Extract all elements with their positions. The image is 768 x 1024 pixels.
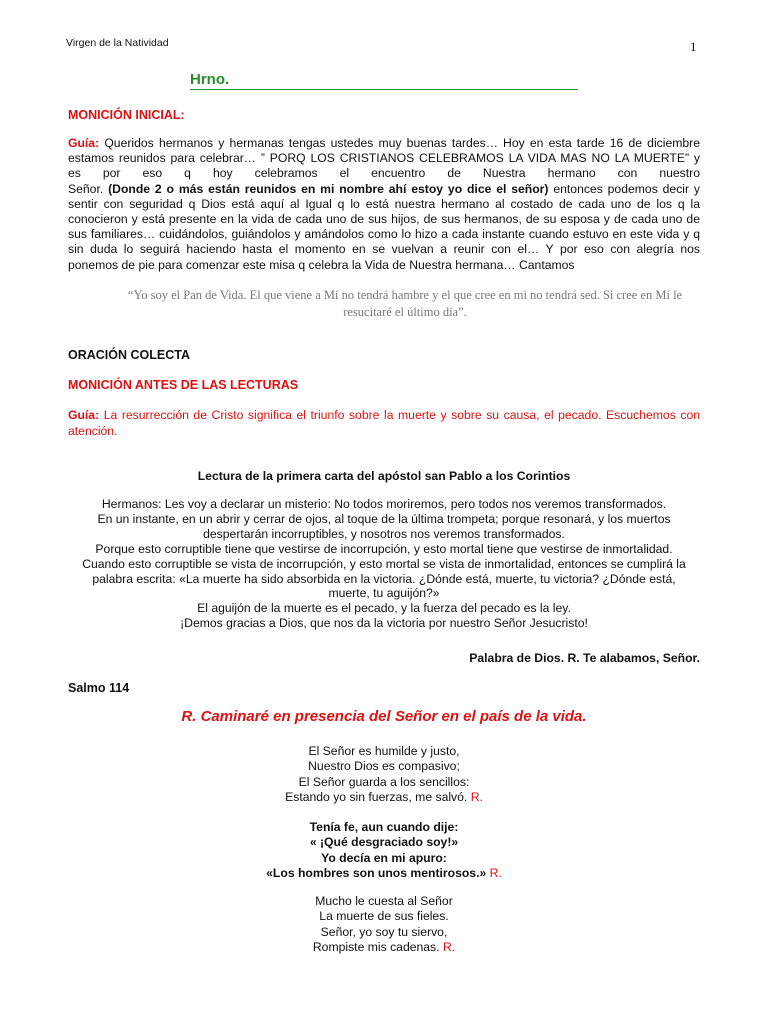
monicion-lecturas-body: La resurrección de Cristo significa el triunfo sobre la muerte y sobre su causa, el pecado. Escuchemos con atención. (68, 408, 701, 438)
salmo-title: Salmo 114 (68, 681, 130, 695)
stanza-2-line-1: Tenía fe, aun cuando dije: (309, 820, 459, 834)
guia-line-5: sentir con seguridad q Dios está aquí al Igual q lo está nuestra hermano al costado de cada uno de los q la (68, 196, 700, 211)
guia-line-4-bold: (Donde 2 o más están reunidos en mi nombre ahí estoy yo dice el señor) (108, 181, 549, 196)
salmo-stanza-3 (68, 894, 700, 955)
monicion-inicial-text (68, 136, 700, 273)
lectura-title: Lectura de la primera carta del apóstol san Pablo a los Corintios (197, 469, 571, 483)
monicion-lecturas-heading: MONICIÓN ANTES DE LAS LECTURAS (68, 378, 299, 392)
guia-line-3: es por eso q hoy celebramos el encuentro de Nuestra hermano con nuestro (68, 166, 700, 181)
guia-label: Guía: (68, 136, 100, 150)
lectura-line-4: Porque esto corruptible tiene que vestirse de incorrupción, y esto mortal tiene que vestirse de inmortalidad. (95, 541, 673, 556)
lectura-closing: Palabra de Dios. R. Te alabamos, Señor. (469, 651, 700, 665)
lectura-line-6: palabra escrita: «La muerte ha sido absorbida en la victoria. ¿Dónde está, muerte, tu victoria? ¿Dónde está, (92, 571, 676, 586)
guia-line-1: Queridos hermanos y hermanas tengas ustedes muy buenas tardes… Hoy en esta tarde 16 de diciembre (104, 136, 700, 150)
stanza-2-line-4: «Los hombres son unos mentirosos.» (266, 865, 487, 880)
lectura-line-5: Cuando esto corruptible se vista de incorrupción, y esto mortal se vista de inmortalidad, entonces se cumplirá la (82, 556, 686, 571)
salmo-stanza-2 (68, 820, 700, 881)
response-letter: R. (181, 708, 197, 725)
r-marker: R. (442, 939, 456, 954)
stanza-3-line-2: La muerte de sus fieles. (319, 909, 449, 924)
stanza-2-line-2: « ¡Qué desgraciado soy!» (309, 835, 459, 850)
lectura-line-3: despertarán incorruptibles, y nosotros nos veremos transformados. (203, 526, 565, 541)
stanza-3-line-3: Señor, yo soy tu siervo, (320, 924, 448, 939)
header-title: Virgen de la Natividad (66, 37, 169, 49)
guia-line-4-start: Señor. (68, 181, 104, 196)
stanza-1-line-1: El Señor es humilde y justo, (308, 744, 460, 758)
salmo-response (68, 708, 700, 725)
guia-line-2: estamos reunidos para celebrar… ” PORQ LOS CRISTIANOS CELEBRAMOS LA VIDA MAS NO LA MUERTE” y (68, 151, 700, 166)
quote: “Yo soy el Pan de Vida. El que viene a Mí no tendrá hambre y el que cree en mi no tendrá sed. Si cree en Mí le resucitaré el último día”. (127, 288, 683, 319)
stanza-3-line-4: Rompiste mis cadenas. (312, 939, 440, 954)
guia-line-8: sin duda lo seguirá haciendo hasta el momento en se vuelvan a reunir con el… Y por eso con alegría nos (68, 242, 700, 257)
guia-line-7: sus familiares… cuidándolos, guiándolos y amándolos como lo hizo a cada instante cuando estuvo en este vida y q (68, 227, 700, 242)
r-marker: R. (470, 789, 483, 804)
lectura-body (68, 497, 700, 631)
stanza-3-line-1: Mucho le cuesta al Señor (315, 894, 453, 908)
lectura-line-9: ¡Demos gracias a Dios, que nos da la victoria por nuestro Señor Jesucristo! (180, 616, 588, 631)
lectura-line-1: Hermanos: Les voy a declarar un misterio: No todos moriremos, pero todos nos veremos transformados. (101, 497, 667, 511)
lectura-line-7: muerte, tu aguijón?» (328, 586, 440, 601)
guia-line-6: conocieron y está presente en la vida de cada uno de sus hijos, de sus hermanos, de su esposa y de cada uno de (68, 212, 700, 227)
monicion-inicial-heading: MONICIÓN INICIAL: (68, 108, 185, 122)
oracion-colecta-heading: ORACIÓN COLECTA (68, 348, 190, 362)
hrno-heading: Hrno. (190, 70, 578, 90)
stanza-2-line-3: Yo decía en mi apuro: (321, 850, 447, 865)
salmo-stanza-1 (68, 744, 700, 805)
guia-line-9: ponemos de pie para comenzar este misa q celebra la Vida de Nuestra hermana… Cantamos (68, 257, 575, 272)
guia-line-4-end: entonces podemos decir y (553, 181, 700, 196)
stanza-1-line-2: Nuestro Dios es compasivo; (308, 759, 460, 774)
r-marker: R. (489, 865, 502, 880)
monicion-lecturas-text (68, 408, 700, 439)
page-number: 1 (690, 39, 697, 54)
response-text: Caminaré en presencia del Señor en el país de la vida. (200, 708, 587, 725)
stanza-1-line-3: El Señor guarda a los sencillos: (298, 774, 470, 789)
lectura-line-2: En un instante, en un abrir y cerrar de ojos, al toque de la última trompeta; porque resonará, y los muertos (97, 511, 671, 526)
lectura-line-8: El aguijón de la muerte es el pecado, y la fuerza del pecado es la ley. (197, 601, 571, 616)
guia-label-2: Guía: (68, 408, 100, 422)
stanza-1-line-4: Estando yo sin fuerzas, me salvó. (285, 789, 468, 804)
